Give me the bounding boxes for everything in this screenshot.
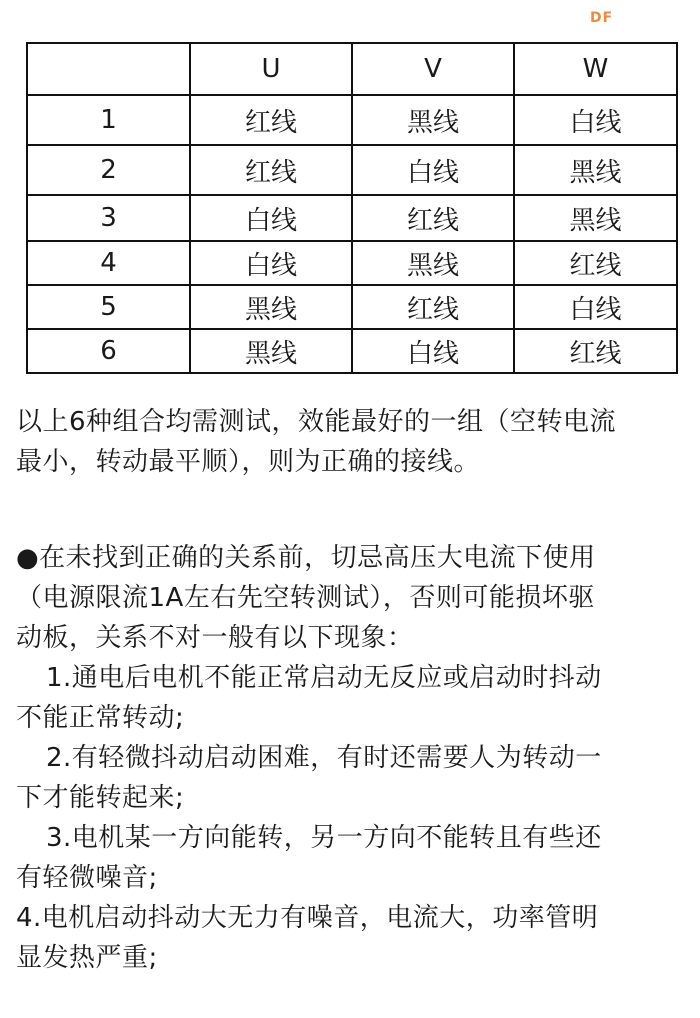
v-wire-cell: 红线 — [352, 195, 514, 241]
header-cell-v: V — [352, 43, 514, 95]
u-wire-cell: 红线 — [190, 145, 352, 195]
symptom-item-line: 不能正常转动; — [16, 703, 185, 733]
u-wire-cell: 白线 — [190, 241, 352, 285]
v-wire-cell: 白线 — [352, 145, 514, 195]
table-row — [27, 95, 677, 145]
watermark-logo: DF — [590, 10, 614, 26]
u-wire-cell: 黑线 — [190, 285, 352, 329]
summary-line: 最小，转动最平顺），则为正确的接线。 — [16, 447, 481, 477]
v-wire-cell: 白线 — [352, 329, 514, 373]
warning-line: ●在未找到正确的关系前，切忌高压大电流下使用 — [16, 543, 596, 573]
header-cell-w: W — [514, 43, 677, 95]
symptom-item-line: 2.有轻微抖动启动困难，有时还需要人为转动一 — [46, 743, 602, 773]
wiring-combination-table — [26, 42, 678, 374]
v-wire-cell: 黑线 — [352, 241, 514, 285]
row-number-cell: 1 — [27, 95, 190, 145]
row-number-cell: 5 — [27, 285, 190, 329]
w-wire-cell: 红线 — [514, 241, 677, 285]
w-wire-cell: 黑线 — [514, 145, 677, 195]
table-row — [27, 329, 677, 373]
summary-line: 以上6种组合均需测试，效能最好的一组（空转电流 — [16, 407, 617, 437]
warning-line: 动板，关系不对一般有以下现象： — [16, 623, 414, 653]
w-wire-cell: 黑线 — [514, 195, 677, 241]
header-cell-empty — [27, 43, 190, 95]
row-number-cell: 4 — [27, 241, 190, 285]
header-cell-u: U — [190, 43, 352, 95]
symptom-item-line: 4.电机启动抖动大无力有噪音，电流大，功率管明 — [16, 903, 599, 933]
v-wire-cell: 红线 — [352, 285, 514, 329]
row-number-cell: 3 — [27, 195, 190, 241]
table-row — [27, 195, 677, 241]
warning-section — [16, 538, 691, 978]
row-number-cell: 6 — [27, 329, 190, 373]
table-row — [27, 241, 677, 285]
table-row — [27, 145, 677, 195]
symptom-item-line: 1.通电后电机不能正常启动无反应或启动时抖动 — [46, 663, 602, 693]
table-header-row — [27, 43, 677, 95]
symptom-item-line: 下才能转起来; — [16, 783, 185, 813]
symptom-item-line: 3.电机某一方向能转，另一方向不能转且有些还 — [46, 823, 602, 853]
u-wire-cell: 黑线 — [190, 329, 352, 373]
w-wire-cell: 白线 — [514, 285, 677, 329]
row-number-cell: 2 — [27, 145, 190, 195]
w-wire-cell: 红线 — [514, 329, 677, 373]
w-wire-cell: 白线 — [514, 95, 677, 145]
symptom-item-line: 有轻微噪音; — [16, 863, 158, 893]
v-wire-cell: 黑线 — [352, 95, 514, 145]
symptom-item-line: 显发热严重; — [16, 943, 158, 973]
table-row — [27, 285, 677, 329]
warning-line: （电源限流1A左右先空转测试），否则可能损坏驱 — [16, 583, 595, 613]
u-wire-cell: 白线 — [190, 195, 352, 241]
u-wire-cell: 红线 — [190, 95, 352, 145]
summary-paragraph — [16, 402, 691, 482]
